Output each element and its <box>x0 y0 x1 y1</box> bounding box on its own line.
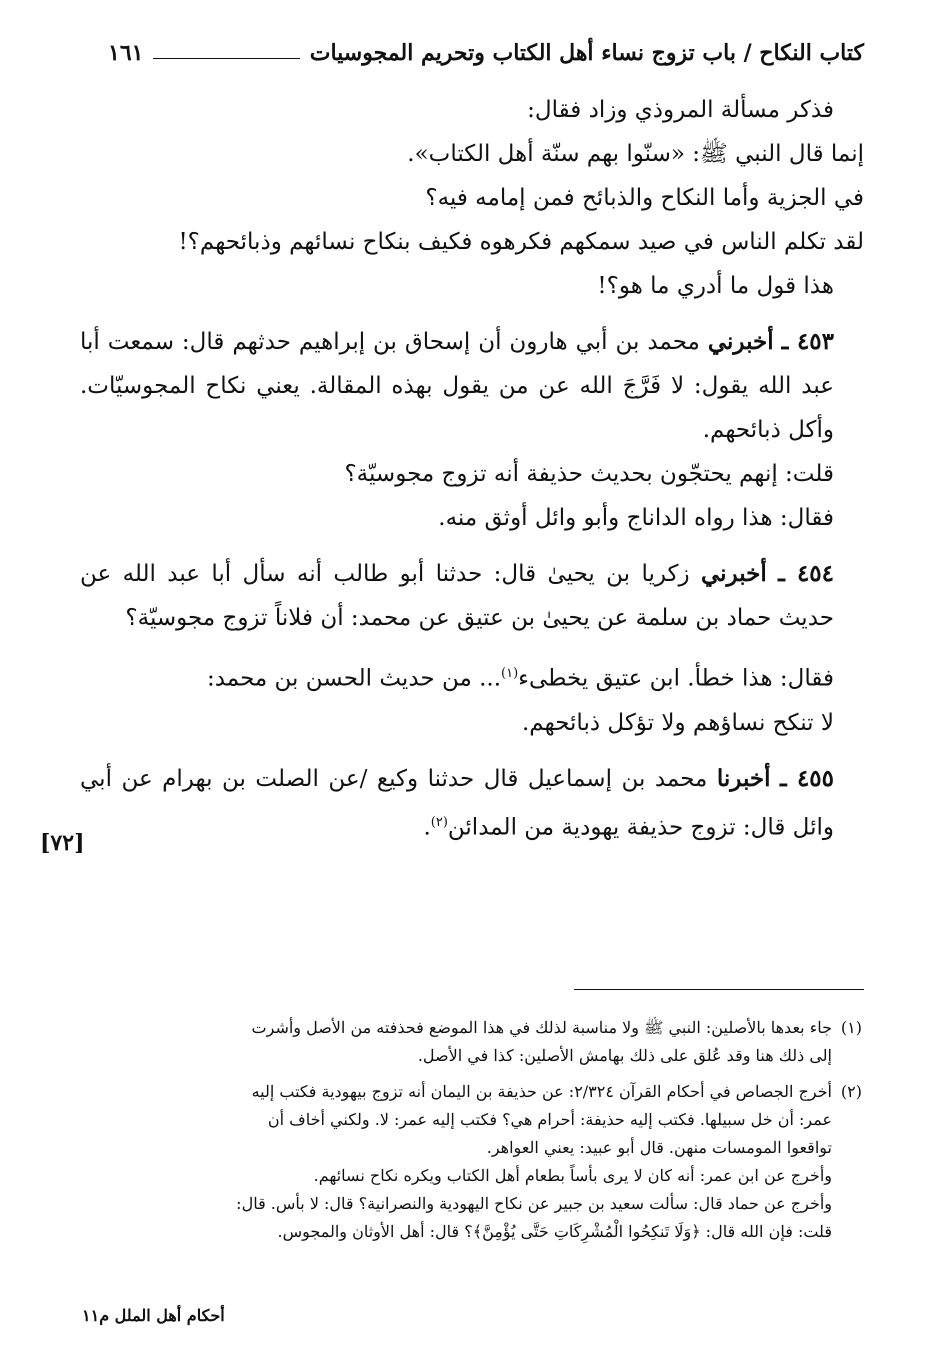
text-fragment: ... من حديث الحسن بن محمد: <box>206 665 502 692</box>
text-fragment: . <box>423 814 431 841</box>
footnote-line: وأخرج عن ابن عمر: أنه كان لا يرى بأساً بطعام أهل الكتاب ويكره نكاح نسائهم. <box>313 1166 832 1185</box>
entry-text: محمد بن أبي هارون أن إسحاق بن إبراهيم حدثهم قال: سمعت أبا عبد الله يقول: لا فَرَّجَ الله عن من يقول بهذه المقالة. يعني نكاح المجوسيّات. وأكل ذبائحهم. <box>80 329 834 443</box>
footnotes <box>82 1014 862 1254</box>
footnote-text <box>82 1078 832 1246</box>
text-line: فقال: هذا رواه الداناج وأبو وائل أوثق منه. <box>438 505 834 531</box>
folio-marker: [٧٢] <box>40 830 85 856</box>
entry-keyword: أخبرني <box>707 328 774 355</box>
footnote-text <box>82 1014 832 1070</box>
spacer <box>80 540 864 552</box>
text-line: فذكر مسألة المروذي وزاد فقال: <box>527 97 834 123</box>
footnote-line: إلى ذلك هنا وقد عُلق على ذلك بهامش الأصلين: كذا في الأصل. <box>417 1046 832 1065</box>
running-title: كتاب النكاح / باب تزوج نساء أهل الكتاب وتحريم المجوسيات <box>309 40 864 66</box>
footnote-line: قلت: فإن الله قال: ﴿وَلَا تَنكِحُوا الْمُشْرِكَاتِ حَتَّى يُؤْمِنَّ﴾؟ قال: أهل الأوثان والمجوس. <box>277 1222 832 1241</box>
footnote-number: (١) <box>840 1018 862 1037</box>
header-rule <box>153 58 299 59</box>
footnote-line: تواقعوا المومسات منهن. قال أبو عبيد: يعني العواهر. <box>486 1138 832 1157</box>
entry-keyword: أخبرني <box>700 560 767 587</box>
footnote-line: أخرج الجصاص في أحكام القرآن ٢/٣٢٤: عن حذيفة بن اليمان أنه تزوج بيهودية فكتب إليه <box>251 1082 832 1101</box>
text-line: هذا قول ما أدري ما هو؟! <box>597 273 834 299</box>
footnote-line: جاء بعدها بالأصلين: النبي ﷺ ولا مناسبة لذلك في هذا الموضع فحذفته من الأصل وأشرت <box>251 1018 832 1037</box>
footnote-separator <box>574 989 864 990</box>
footnote-ref[interactable]: (٢) <box>430 814 448 830</box>
entry-number: ٤٥٣ ـ <box>781 328 834 355</box>
footnote-number: (٢) <box>840 1082 862 1101</box>
text-fragment: فقال: هذا خطأ. ابن عتيق يخطىء <box>518 665 834 692</box>
text-line: في الجزية وأما النكاح والذبائح فمن إمامه فيه؟ <box>425 185 864 211</box>
paragraph-455 <box>80 757 864 850</box>
footnote-ref[interactable]: (١) <box>501 666 519 681</box>
spacer <box>80 308 864 320</box>
footnote-line: عمر: أن خل سبيلها. فكتب إليه حذيفة: أحرام هي؟ فكتب إليه عمر: لا. ولكني أخاف أن <box>267 1110 832 1129</box>
entry-text: محمد بن إسماعيل قال حدثنا وكيع /عن الصلت بن بهرام عن أبي وائل قال: تزوج حذيفة يهودية من المدائن <box>80 765 834 841</box>
entry-text: زكريا بن يحيىٰ قال: حدثنا أبو طالب أنه سأل أبا عبد الله عن حديث حماد بن سلمة عن يحيىٰ بن عتيق عن محمد: أن فلاناً تزوج مجوسيّة؟ <box>80 561 834 631</box>
signature-mark: أحكام أهل الملل م١١ <box>82 1306 225 1325</box>
text-line: قلت: إنهم يحتجّون بحديث حذيفة أنه تزوج مجوسيّة؟ <box>344 461 834 487</box>
paragraph-453 <box>80 320 864 452</box>
spacer <box>80 745 864 757</box>
footnote-2 <box>82 1078 862 1246</box>
text-line: لقد تكلم الناس في صيد سمكهم فكرهوه فكيف بنكاح نسائهم وذبائحهم؟! <box>178 229 864 255</box>
paragraph-454 <box>80 552 864 640</box>
running-header <box>108 36 864 70</box>
text-line <box>80 652 864 701</box>
footnote-line: وأخرج عن حماد قال: سألت سعيد بن جبير عن نكاح اليهودية والنصرانية؟ قال: لا بأس. قال: <box>236 1194 832 1213</box>
text-line: إنما قال النبي ﷺ: «سنّوا بهم سنّة أهل الكتاب». <box>407 141 864 167</box>
entry-keyword: أخبرنا <box>716 764 771 792</box>
text-line: لا تنكح نساؤهم ولا تؤكل ذبائحهم. <box>521 709 834 736</box>
main-text <box>80 88 864 849</box>
footnote-1 <box>82 1014 862 1070</box>
entry-number: ٤٥٤ ـ <box>778 560 834 587</box>
entry-number: ٤٥٥ ـ <box>780 764 835 792</box>
spacer <box>80 640 864 652</box>
page-number: ١٦١ <box>108 40 144 66</box>
